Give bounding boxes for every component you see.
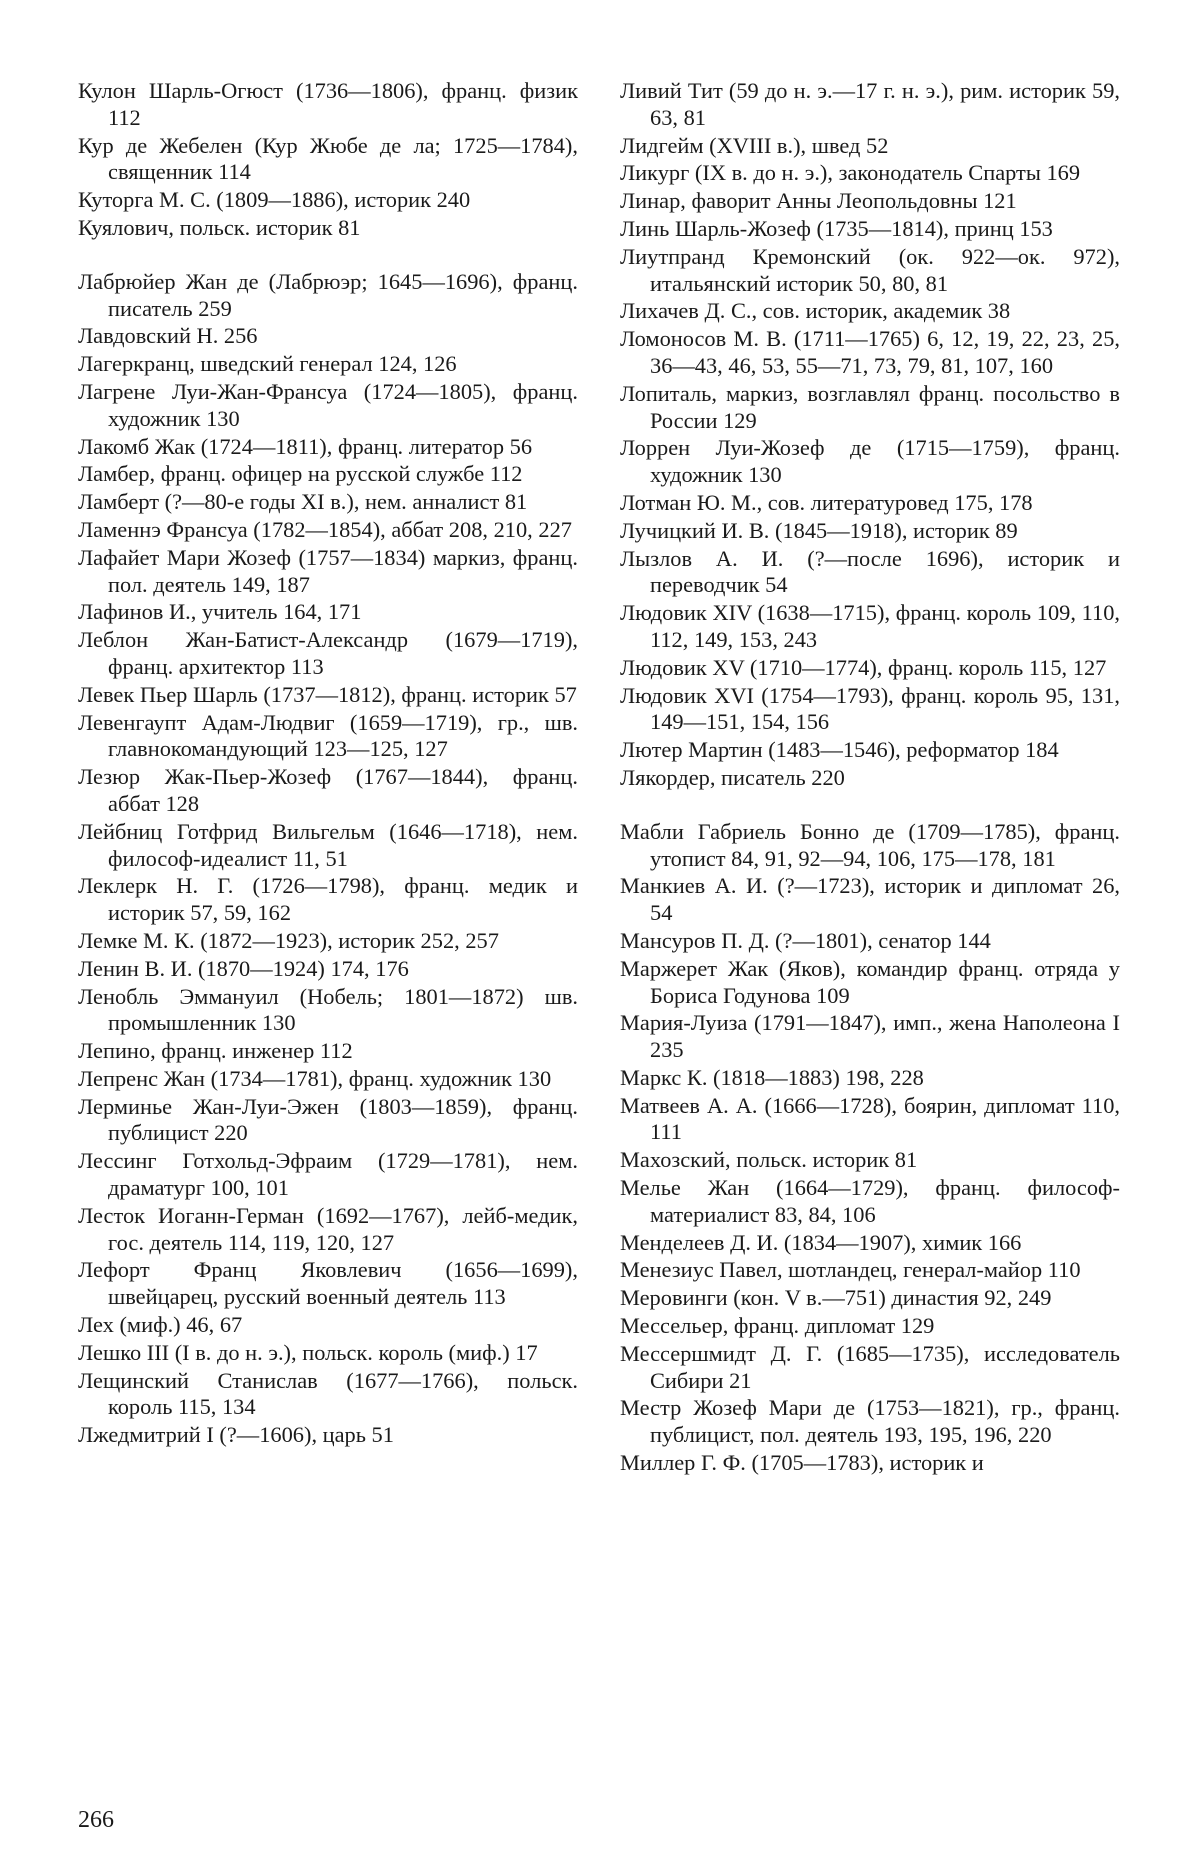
index-entry: Куялович, польск. историк 81 (78, 214, 361, 240)
index-entry: Ленин В. И. (1870—1924) 174, 176 (78, 955, 409, 981)
index-entry: Меровинги (кон. V в.—751) династия 92, 249 (620, 1285, 1052, 1311)
index-entry: Мансуров П. Д. (?—1801), сенатор 144 (620, 927, 991, 953)
index-entry: Ламбер, франц. офицер на русской службе 112 (78, 461, 523, 487)
index-entry: Манкиев А. И. (?—1723), историк и дипломат 26, 54 (620, 873, 1120, 926)
index-entry: Лессинг Готхольд-Эфраим (1729—1781), нем. драматург 100, 101 (78, 1148, 578, 1201)
index-entry: Лепино, франц. инженер 112 (78, 1038, 353, 1064)
index-entry: Лоррен Луи-Жозеф де (1715—1759), франц. художник 130 (620, 435, 1120, 488)
index-entry: Лакомб Жак (1724—1811), франц. литератор 56 (78, 433, 533, 459)
index-entry: Мария-Луиза (1791—1847), имп., жена Наполеона I 235 (620, 1010, 1120, 1063)
index-entry: Ликург (IX в. до н. э.), законодатель Спарты 169 (620, 160, 1081, 186)
index-entry: Лабрюйер Жан де (Лабрюэр; 1645—1696), франц. писатель 259 (78, 268, 578, 321)
index-entry: Лезюр Жак-Пьер-Жозеф (1767—1844), франц. аббат 128 (78, 764, 578, 816)
index-entry: Ламеннэ Франсуа (1782—1854), аббат 208, 210, 227 (78, 516, 572, 542)
index-entry: Лепренс Жан (1734—1781), франц. художник 130 (78, 1065, 552, 1091)
index-entry: Ламберт (?—80-е годы XI в.), нем. анналист 81 (78, 489, 528, 515)
index-entry: Леклерк Н. Г. (1726—1798), франц. медик и историк 57, 59, 162 (78, 873, 578, 926)
index-entry: Лагеркранц, шведский генерал 124, 126 (78, 351, 457, 377)
index-entry: Мессельер, франц. дипломат 129 (620, 1313, 935, 1339)
index-entry: Менделеев Д. И. (1834—1907), химик 166 (620, 1229, 1022, 1255)
page-number: 266 (78, 1807, 114, 1833)
index-entry: Лжедмитрий I (?—1606), царь 51 (78, 1422, 394, 1448)
index-entry: Ливий Тит (59 до н. э.—17 г. н. э.), рим. историк 59, 63, 81 (620, 78, 1120, 130)
index-entry: Лютер Мартин (1483—1546), реформатор 184 (620, 737, 1059, 763)
index-entry: Лемке М. К. (1872—1923), историк 252, 257 (78, 927, 499, 953)
left-column (78, 78, 578, 1450)
index-entry: Левек Пьер Шарль (1737—1812), франц. историк 57 (78, 681, 577, 707)
index-entry: Мабли Габриель Бонно де (1709—1785), франц. утопист 84, 91, 92—94, 106, 175—178, 181 (620, 818, 1120, 871)
index-entry: Местр Жозеф Мари де (1753—1821), гр., франц. публицист, пол. деятель 193, 195, 196, 220 (620, 1395, 1120, 1448)
index-entry: Лихачев Д. С., сов. историк, академик 38 (620, 298, 1011, 324)
index-entry: Лещинский Станислав (1677—1766), польск. король 115, 134 (78, 1367, 578, 1420)
index-entry: Кулон Шарль-Огюст (1736—1806), франц. физик 112 (78, 78, 578, 130)
right-column (620, 78, 1120, 1478)
index-entry: Маржерет Жак (Яков), командир франц. отряда у Бориса Годунова 109 (620, 955, 1120, 1008)
index-entry: Лейбниц Готфрид Вильгельм (1646—1718), нем. философ-идеалист 11, 51 (78, 818, 578, 871)
index-entry: Людовик XV (1710—1774), франц. король 115, 127 (620, 654, 1107, 680)
index-entry: Лесток Иоганн-Герман (1692—1767), лейб-медик, гос. деятель 114, 119, 120, 127 (78, 1202, 578, 1255)
index-entry: Лефорт Франц Яковлевич (1656—1699), швейцарец, русский военный деятель 113 (78, 1257, 578, 1310)
index-entry: Людовик XIV (1638—1715), франц. король 109, 110, 112, 149, 153, 243 (620, 600, 1120, 652)
index-entry: Маркс К. (1818—1883) 198, 228 (620, 1064, 924, 1090)
index-entry: Линар, фаворит Анны Леопольдовны 121 (620, 188, 1017, 214)
index-entry: Левенгаупт Адам-Людвиг (1659—1719), гр., шв. главнокомандующий 123—125, 127 (78, 709, 578, 762)
index-entry: Линь Шарль-Жозеф (1735—1814), принц 153 (620, 215, 1053, 241)
index-entry: Ломоносов М. В. (1711—1765) 6, 12, 19, 22, 23, 25, 36—43, 46, 53, 55—71, 73, 79, 81, 107, 160 (620, 326, 1120, 378)
index-entry: Мессершмидт Д. Г. (1685—1735), исследователь Сибири 21 (620, 1340, 1120, 1393)
index-entry: Людовик XVI (1754—1793), франц. король 95, 131, 149—151, 154, 156 (620, 682, 1120, 735)
letter-section-gap (78, 243, 578, 269)
index-entry: Лафинов И., учитель 164, 171 (78, 599, 362, 625)
index-entry: Лавдовский Н. 256 (78, 323, 258, 349)
index-entry: Лагрене Луи-Жан-Франсуа (1724—1805), франц. художник 130 (78, 378, 578, 431)
index-entry: Леблон Жан-Батист-Александр (1679—1719), франц. архитектор 113 (78, 627, 578, 679)
index-entry: Лех (миф.) 46, 67 (78, 1312, 243, 1338)
index-entry: Лотман Ю. М., сов. литературовед 175, 178 (620, 489, 1033, 515)
index-entry: Матвеев А. А. (1666—1728), боярин, дипломат 110, 111 (620, 1092, 1120, 1145)
index-entry: Ленобль Эммануил (Нобель; 1801—1872) шв. промышленник 130 (78, 983, 578, 1036)
index-entry: Мелье Жан (1664—1729), франц. философ-материалист 83, 84, 106 (620, 1175, 1120, 1227)
index-entry: Миллер Г. Ф. (1705—1783), историк и (620, 1450, 984, 1476)
index-entry: Менезиус Павел, шотландец, генерал-майор 110 (620, 1257, 1081, 1283)
index-entry: Лиутпранд Кремонский (ок. 922—ок. 972), итальянский историк 50, 80, 81 (620, 243, 1120, 296)
index-entry: Махозский, польск. историк 81 (620, 1147, 918, 1173)
index-entry: Куторга М. С. (1809—1886), историк 240 (78, 187, 471, 213)
letter-section-gap (620, 793, 1120, 819)
index-entry: Лопиталь, маркиз, возглавлял франц. посольство в России 129 (620, 380, 1120, 433)
index-entry: Лафайет Мари Жозеф (1757—1834) маркиз, франц. пол. деятель 149, 187 (78, 544, 578, 597)
index-entry: Лидгейм (XVIII в.), швед 52 (620, 132, 889, 158)
index-entry: Лызлов А. И. (?—после 1696), историк и переводчик 54 (620, 545, 1120, 598)
index-entry: Кур де Жебелен (Кур Жюбе де ла; 1725—1784), священник 114 (78, 132, 578, 185)
index-entry: Лучицкий И. В. (1845—1918), историк 89 (620, 517, 1018, 543)
index-entry: Лякордер, писатель 220 (620, 764, 845, 790)
index-entry: Лерминье Жан-Луи-Эжен (1803—1859), франц. публицист 220 (78, 1093, 578, 1146)
index-entry: Лешко III (I в. до н. э.), польск. король (миф.) 17 (78, 1339, 538, 1365)
